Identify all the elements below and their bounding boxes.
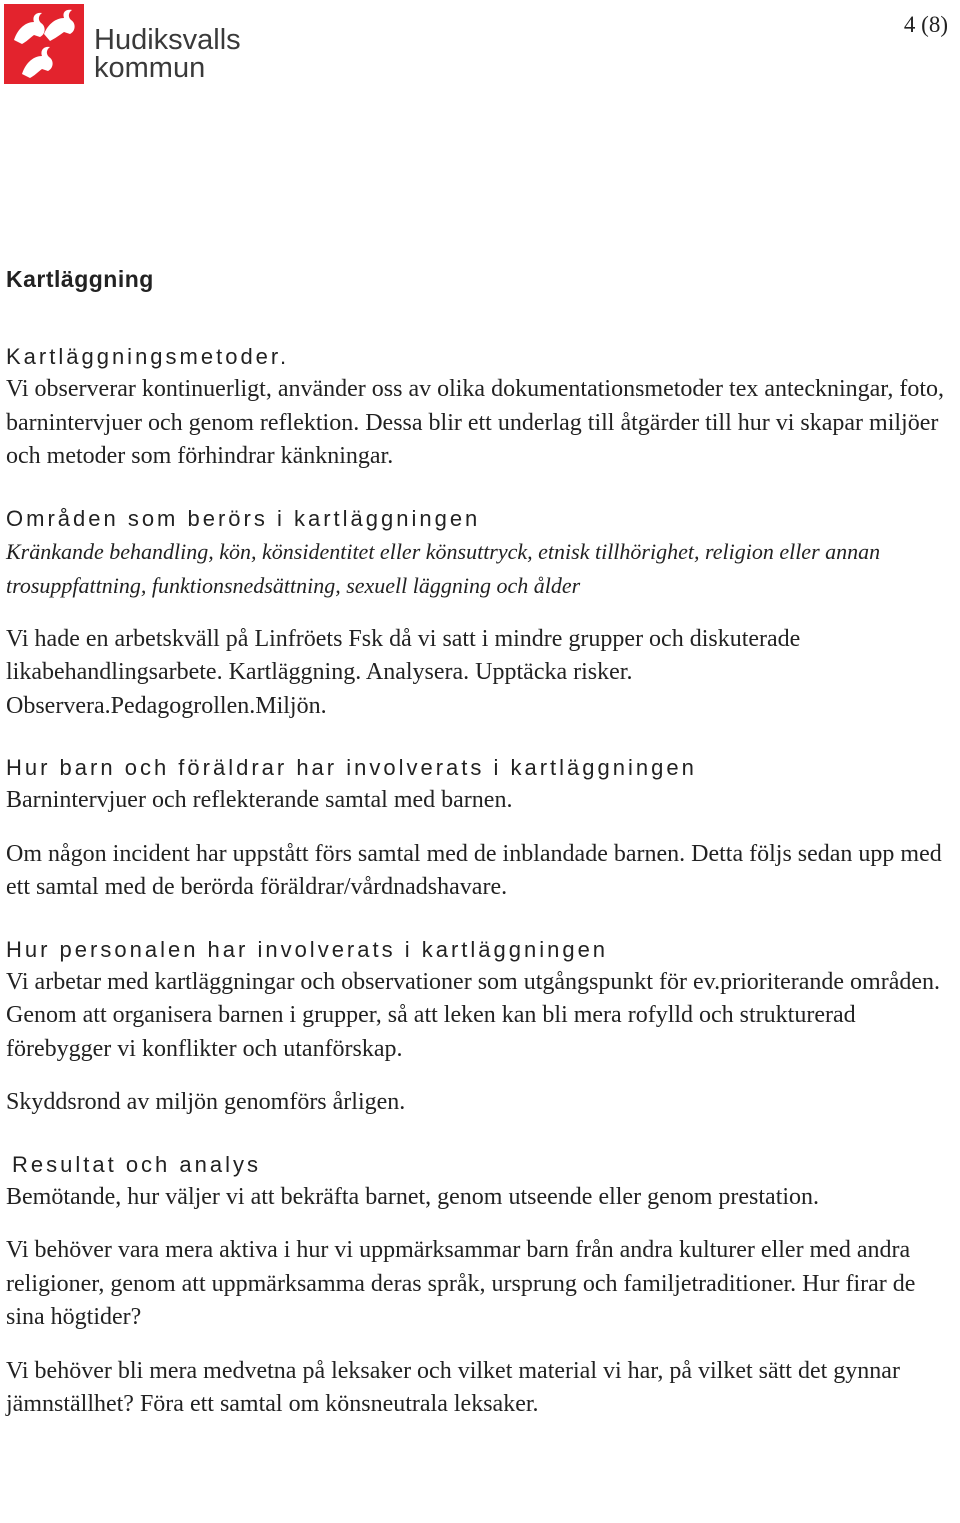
section-areas xyxy=(6,502,956,724)
page-number: 4 (8) xyxy=(903,12,948,37)
section-paragraph: Barnintervjuer och reflekterande samtal med barnen. xyxy=(6,787,513,813)
section-results xyxy=(6,1148,956,1422)
document-title: Kartläggning xyxy=(6,266,154,292)
section-paragraph: Bemötande, hur väljer vi att bekräfta barnet, genom utseende eller genom prestation. xyxy=(6,1183,820,1210)
section-paragraph: Vi behöver vara mera aktiva i hur vi uppmärksammar barn från andra kulturer eller med andra religioner, genom att uppmärksamma deras språk, ursprung och familjetraditioner. Hur firar de sina högtider? xyxy=(6,1237,916,1330)
section-italic-list: Kränkande behandling, kön, könsidentitet eller könsuttryck, etnisk tillhörighet, religion eller annan trosuppfattning, funktionsnedsättning, sexuell läggning och ålder xyxy=(6,538,881,598)
section-children-parents xyxy=(6,751,956,905)
section-paragraph: Vi behöver bli mera medvetna på leksaker och vilket material vi har, på vilket sätt det gynnar jämnställhet? Föra ett samtal om könsneutrala leksaker. xyxy=(6,1357,900,1417)
section-heading: Kartläggningsmetoder. xyxy=(6,344,290,369)
goat-emblem-icon xyxy=(4,4,84,84)
document-body xyxy=(6,262,956,1450)
logo-line-1: Hudiksvalls xyxy=(94,24,241,56)
section-paragraph: Vi observerar kontinuerligt, använder oss av olika dokumentationsmetoder tex anteckningar, foto, barnintervjuer och genom reflektion. Dessa blir ett underlag till åtgärder till hur vi skapar miljöer och metoder som förhindrar känkningar. xyxy=(6,376,944,469)
municipality-logo xyxy=(4,4,264,88)
section-paragraph: Skyddsrond av miljön genomförs årligen. xyxy=(6,1089,406,1115)
section-paragraph: Vi arbetar med kartläggningar och observationer som utgångspunkt för ev.prioriterande områden. Genom att organisera barnen i grupper, så att leken kan bli mera rofylld och strukturerad förebygger vi konflikter och utanförskap. xyxy=(6,968,941,1062)
section-heading: Hur personalen har involverats i kartläggningen xyxy=(6,936,609,962)
section-paragraph: Vi hade en arbetskväll på Linfröets Fsk då vi satt i mindre grupper och diskuterade likabehandlingsarbete. Kartläggning. Analysera. Upptäcka risker. Observera.Pedagogrollen.Miljön. xyxy=(6,625,801,719)
section-staff xyxy=(6,933,956,1120)
section-methods xyxy=(6,340,956,474)
section-heading: Resultat och analys xyxy=(12,1151,261,1177)
logo-line-2: kommun xyxy=(94,52,206,84)
logo-wordmark xyxy=(94,26,241,82)
section-heading: Hur barn och föräldrar har involverats i kartläggningen xyxy=(6,755,697,780)
section-heading: Områden som berörs i kartläggningen xyxy=(6,505,481,531)
section-paragraph: Om någon incident har uppstått förs samtal med de inblandade barnen. Detta följs sedan upp med ett samtal med de berörda föräldrar/vårdnadshavare. xyxy=(6,840,942,900)
